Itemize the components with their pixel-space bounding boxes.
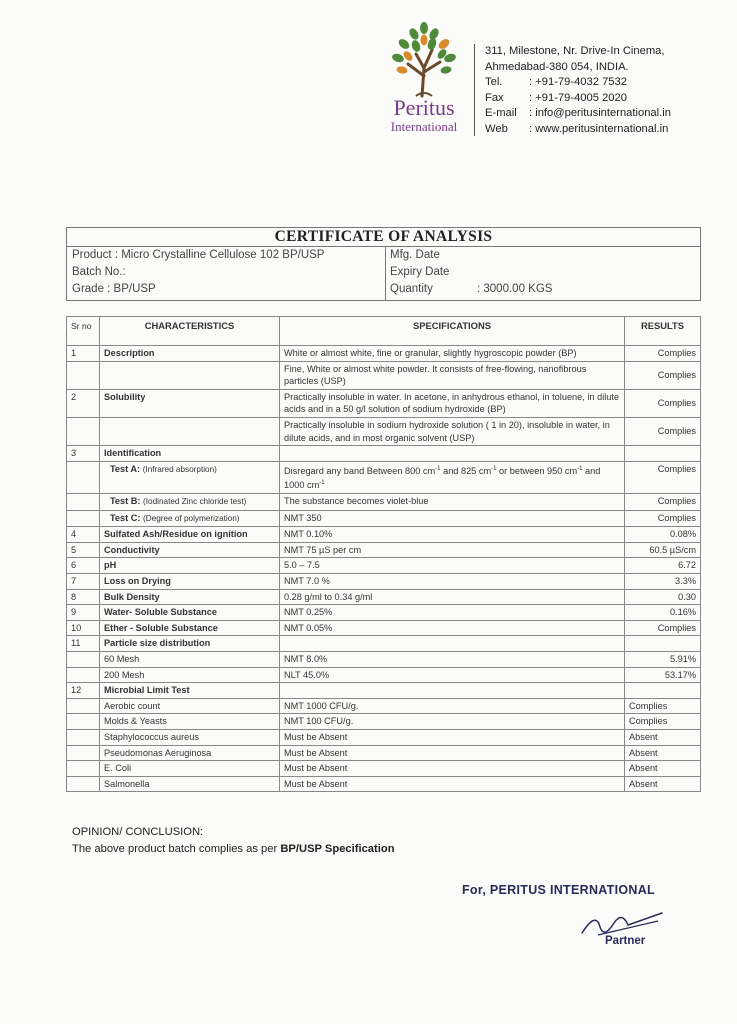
row-result: Complies bbox=[625, 361, 701, 389]
row-characteristic: Microbial Limit Test bbox=[100, 683, 280, 699]
email-line bbox=[485, 106, 671, 122]
fax-value: : +91-79-4005 2020 bbox=[529, 91, 627, 104]
row-sr bbox=[67, 417, 100, 445]
row-result: Complies bbox=[625, 417, 701, 445]
table-row bbox=[67, 667, 701, 683]
row-specification: NMT 350 bbox=[280, 510, 625, 527]
table-row bbox=[67, 461, 701, 493]
table-row bbox=[67, 558, 701, 574]
header-results: RESULTS bbox=[625, 317, 701, 346]
opinion-label: OPINION/ CONCLUSION: bbox=[72, 826, 204, 838]
table-header-row bbox=[67, 317, 701, 346]
header-divider bbox=[474, 44, 475, 136]
header-sr: Sr no bbox=[67, 317, 100, 346]
row-result: Complies bbox=[625, 620, 701, 636]
test-label: Test A: bbox=[110, 463, 141, 474]
row-result: Absent bbox=[625, 761, 701, 777]
row-sr bbox=[67, 652, 100, 668]
row-characteristic: Identification bbox=[100, 446, 280, 462]
row-sr: 9 bbox=[67, 605, 100, 621]
row-result: Complies bbox=[625, 389, 701, 417]
row-characteristic bbox=[100, 494, 280, 511]
table-row bbox=[67, 745, 701, 761]
row-sr: 2 bbox=[67, 389, 100, 417]
company-name: Peritus bbox=[393, 95, 455, 120]
table-row bbox=[67, 494, 701, 511]
row-characteristic: Aerobic count bbox=[100, 698, 280, 714]
row-specification: Fine, White or almost white powder. It consists of free-flowing, nanofibrous particles (USP) bbox=[280, 361, 625, 389]
row-characteristic: Sulfated Ash/Residue on ignition bbox=[100, 527, 280, 543]
table-row bbox=[67, 527, 701, 543]
row-specification: NMT 0.25% bbox=[280, 605, 625, 621]
table-row bbox=[67, 729, 701, 745]
unit-exponent: -1 bbox=[577, 465, 583, 472]
table-body bbox=[67, 346, 701, 792]
row-sr: 5 bbox=[67, 542, 100, 558]
row-sr bbox=[67, 361, 100, 389]
fax-line bbox=[485, 91, 671, 107]
row-specification: 0.28 g/ml to 0.34 g/ml bbox=[280, 589, 625, 605]
header-characteristics: CHARACTERISTICS bbox=[100, 317, 280, 346]
row-characteristic: Molds & Yeasts bbox=[100, 714, 280, 730]
row-specification: The substance becomes violet-blue bbox=[280, 494, 625, 511]
certificate-divider bbox=[67, 246, 700, 247]
table-row bbox=[67, 417, 701, 445]
row-result: Complies bbox=[625, 714, 701, 730]
row-result: 0.08% bbox=[625, 527, 701, 543]
test-label: Test B: bbox=[110, 496, 141, 507]
row-result: Absent bbox=[625, 729, 701, 745]
row-result bbox=[625, 446, 701, 462]
grade-field: Grade : BP/USP bbox=[72, 283, 156, 295]
company-brand bbox=[378, 96, 470, 134]
row-sr: 1 bbox=[67, 346, 100, 362]
certificate-column-divider bbox=[385, 246, 386, 300]
for-company-line: For, PERITUS INTERNATIONAL bbox=[462, 883, 655, 897]
row-specification: Must be Absent bbox=[280, 745, 625, 761]
row-characteristic bbox=[100, 461, 280, 493]
quantity-value: : 3000.00 KGS bbox=[477, 283, 553, 295]
spec-part: and 825 cm bbox=[440, 465, 492, 476]
row-result: Absent bbox=[625, 776, 701, 792]
row-sr: 7 bbox=[67, 574, 100, 590]
row-specification: NMT 7.0 % bbox=[280, 574, 625, 590]
row-sr bbox=[67, 714, 100, 730]
row-result bbox=[625, 636, 701, 652]
row-characteristic: Water- Soluble Substance bbox=[100, 605, 280, 621]
test-method: (Degree of polymerization) bbox=[143, 513, 240, 523]
test-label: Test C: bbox=[110, 512, 141, 523]
table-row bbox=[67, 714, 701, 730]
unit-exponent: -1 bbox=[435, 465, 441, 472]
header-specifications: SPECIFICATIONS bbox=[280, 317, 625, 346]
expiry-date-field: Expiry Date bbox=[390, 266, 450, 278]
company-subname: International bbox=[390, 119, 458, 134]
table-row bbox=[67, 761, 701, 777]
table-row bbox=[67, 361, 701, 389]
row-result: 5.91% bbox=[625, 652, 701, 668]
row-specification: NMT 0.10% bbox=[280, 527, 625, 543]
table-row bbox=[67, 636, 701, 652]
row-sr: 3 bbox=[67, 446, 100, 462]
company-address bbox=[485, 44, 671, 138]
row-result: 0.30 bbox=[625, 589, 701, 605]
row-characteristic: Loss on Drying bbox=[100, 574, 280, 590]
tree-logo-icon bbox=[386, 20, 462, 98]
row-characteristic: Solubility bbox=[100, 389, 280, 417]
row-characteristic: Salmonella bbox=[100, 776, 280, 792]
tel-label: Tel. bbox=[485, 76, 503, 89]
row-sr bbox=[67, 461, 100, 493]
row-result bbox=[625, 683, 701, 699]
opinion-text: The above product batch complies as per bbox=[72, 843, 281, 855]
web-label: Web bbox=[485, 122, 508, 135]
row-sr: 10 bbox=[67, 620, 100, 636]
row-characteristic: Ether - Soluble Substance bbox=[100, 620, 280, 636]
tel-line bbox=[485, 75, 671, 91]
row-sr: 8 bbox=[67, 589, 100, 605]
row-sr bbox=[67, 667, 100, 683]
row-result: 60.5 µS/cm bbox=[625, 542, 701, 558]
row-result: 6.72 bbox=[625, 558, 701, 574]
table-row bbox=[67, 683, 701, 699]
row-result: Absent bbox=[625, 745, 701, 761]
row-sr bbox=[67, 776, 100, 792]
row-result: Complies bbox=[625, 346, 701, 362]
row-specification: White or almost white, fine or granular, slightly hygroscopic powder (BP) bbox=[280, 346, 625, 362]
address-line-1: 311, Milestone, Nr. Drive-In Cinema, bbox=[485, 45, 665, 57]
row-specification: NLT 45.0% bbox=[280, 667, 625, 683]
row-characteristic: 200 Mesh bbox=[100, 667, 280, 683]
table-row bbox=[67, 389, 701, 417]
row-sr bbox=[67, 494, 100, 511]
row-sr bbox=[67, 761, 100, 777]
row-specification: Must be Absent bbox=[280, 761, 625, 777]
email-label: E-mail bbox=[485, 107, 517, 120]
row-result: Complies bbox=[625, 461, 701, 493]
opinion-block bbox=[72, 824, 395, 858]
test-method: (Iodinated Zinc chloride test) bbox=[143, 497, 247, 507]
row-characteristic: Staphylococcus aureus bbox=[100, 729, 280, 745]
row-specification: Must be Absent bbox=[280, 776, 625, 792]
row-characteristic: Particle size distribution bbox=[100, 636, 280, 652]
row-characteristic bbox=[100, 361, 280, 389]
row-sr: 11 bbox=[67, 636, 100, 652]
tel-value: : +91-79-4032 7532 bbox=[529, 76, 627, 89]
row-specification bbox=[280, 683, 625, 699]
row-characteristic bbox=[100, 417, 280, 445]
row-sr: 12 bbox=[67, 683, 100, 699]
row-characteristic: Pseudomonas Aeruginosa bbox=[100, 745, 280, 761]
row-characteristic: Description bbox=[100, 346, 280, 362]
table-row bbox=[67, 574, 701, 590]
table-row bbox=[67, 589, 701, 605]
row-result: Complies bbox=[625, 698, 701, 714]
table-row bbox=[67, 446, 701, 462]
row-specification bbox=[280, 446, 625, 462]
unit-exponent: -1 bbox=[319, 480, 325, 487]
mfg-date-field: Mfg. Date bbox=[390, 249, 440, 261]
row-specification: Practically insoluble in sodium hydroxide solution ( 1 in 20), insoluble in water, in dilute acids, and in most organic solvent (USP) bbox=[280, 417, 625, 445]
fax-label: Fax bbox=[485, 91, 504, 104]
table-row bbox=[67, 698, 701, 714]
table-row bbox=[67, 346, 701, 362]
partner-label: Partner bbox=[605, 935, 646, 947]
row-result: Complies bbox=[625, 494, 701, 511]
web-line bbox=[485, 122, 671, 138]
row-sr bbox=[67, 698, 100, 714]
row-result: 53.17% bbox=[625, 667, 701, 683]
row-characteristic bbox=[100, 510, 280, 527]
row-specification: 5.0 – 7.5 bbox=[280, 558, 625, 574]
row-specification bbox=[280, 461, 625, 493]
batch-field: Batch No.: bbox=[72, 266, 126, 278]
certificate-title: CERTIFICATE OF ANALYSIS bbox=[274, 228, 493, 245]
row-result: 3.3% bbox=[625, 574, 701, 590]
row-sr: 6 bbox=[67, 558, 100, 574]
spec-part: Disregard any band Between 800 cm bbox=[284, 465, 436, 476]
table-row bbox=[67, 776, 701, 792]
address-line-2: Ahmedabad-380 054, INDIA. bbox=[485, 60, 629, 73]
quantity-label: Quantity bbox=[390, 283, 433, 295]
row-specification: Practically insoluble in water. In acetone, in anhydrous ethanol, in toluene, in dilute acids and in a 50 g/l solution of sodium hydroxide (BP) bbox=[280, 389, 625, 417]
product-field: Product : Micro Crystalline Cellulose 102 BP/USP bbox=[72, 249, 325, 261]
row-characteristic: Bulk Density bbox=[100, 589, 280, 605]
row-result: Complies bbox=[625, 510, 701, 527]
row-specification: NMT 75 µS per cm bbox=[280, 542, 625, 558]
row-specification: NMT 1000 CFU/g. bbox=[280, 698, 625, 714]
row-specification: NMT 8.0% bbox=[280, 652, 625, 668]
row-characteristic: 60 Mesh bbox=[100, 652, 280, 668]
row-specification: NMT 0.05% bbox=[280, 620, 625, 636]
table-row bbox=[67, 620, 701, 636]
table-row bbox=[67, 542, 701, 558]
row-sr bbox=[67, 745, 100, 761]
analysis-table bbox=[66, 316, 701, 792]
table-row bbox=[67, 652, 701, 668]
table-row bbox=[67, 605, 701, 621]
row-specification: NMT 100 CFU/g. bbox=[280, 714, 625, 730]
row-characteristic: pH bbox=[100, 558, 280, 574]
row-characteristic: E. Coli bbox=[100, 761, 280, 777]
web-value: : www.peritusinternational.in bbox=[529, 122, 669, 135]
spec-part: or between 950 cm bbox=[496, 465, 578, 476]
row-specification: Must be Absent bbox=[280, 729, 625, 745]
test-method: (Infrared absorption) bbox=[142, 464, 217, 474]
row-sr bbox=[67, 510, 100, 527]
opinion-spec: BP/USP Specification bbox=[280, 843, 395, 855]
spec-part: and 1000 cm bbox=[284, 465, 601, 491]
row-specification bbox=[280, 636, 625, 652]
table-row bbox=[67, 510, 701, 527]
row-sr: 4 bbox=[67, 527, 100, 543]
row-characteristic: Conductivity bbox=[100, 542, 280, 558]
email-value: : info@peritusinternational.in bbox=[529, 107, 671, 120]
row-sr bbox=[67, 729, 100, 745]
signature-scribble bbox=[578, 905, 668, 939]
row-result: 0.16% bbox=[625, 605, 701, 621]
certificate-header bbox=[66, 227, 701, 301]
unit-exponent: -1 bbox=[491, 465, 497, 472]
